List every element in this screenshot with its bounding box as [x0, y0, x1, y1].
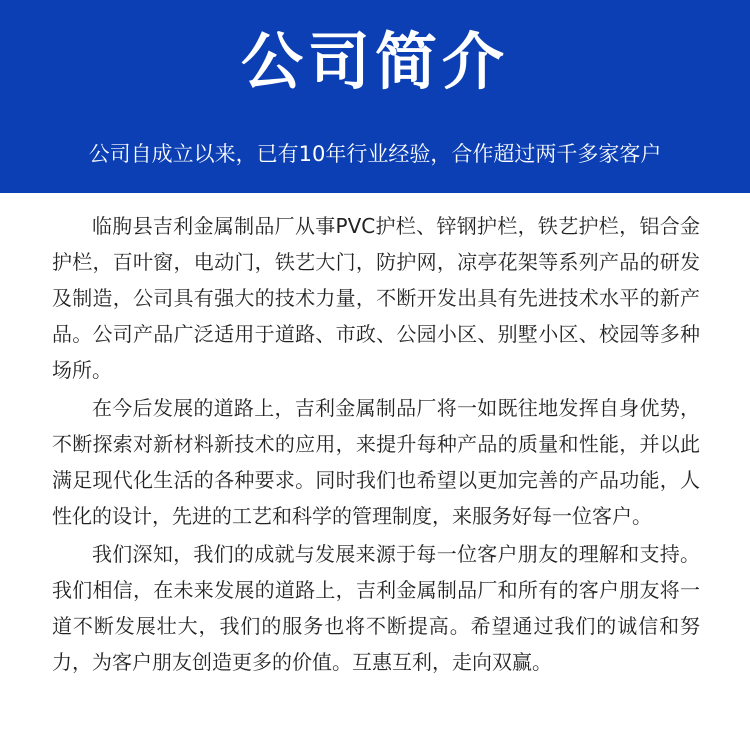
intro-paragraph-2: 在今后发展的道路上，吉利金属制品厂将一如既往地发挥自身优势，不断探索对新材料新技术的应用，来提升每种产品的质量和性能，并以此满足现代化生活的各种要求。同时我们也希望以更加完善的产品功能，人性化的设计，先进的工艺和科学的管理制度，来服务好每一位客户。: [52, 396, 700, 528]
intro-paragraph-3: 我们深知，我们的成就与发展来源于每一位客户朋友的理解和支持。我们相信，在未来发展的道路上，吉利金属制品厂和所有的客户朋友将一道不断发展壮大，我们的服务也将不断提高。希望通过我们的诚信和努力，为客户朋友创造更多的价值。互惠互利，走向双赢。: [52, 542, 700, 674]
intro-paragraph-1: 临朐县吉利金属制品厂从事PVC护栏、锌钢护栏，铁艺护栏，铝合金护栏，百叶窗，电动门，铁艺大门，防护网，凉亭花架等系列产品的研发及制造，公司具有强大的技术力量，不断开发出具有先进技术水平的新产品。公司产品广泛适用于道路、市政、公园小区、别墅小区、校园等多种场所。: [52, 214, 700, 382]
page-subtitle: 公司自成立以来，已有10年行业经验，合作超过两千多家客户: [88, 142, 662, 166]
header-banner: [0, 0, 750, 193]
company-intro-body: [52, 208, 700, 680]
page-title: 公司简介: [240, 25, 509, 98]
